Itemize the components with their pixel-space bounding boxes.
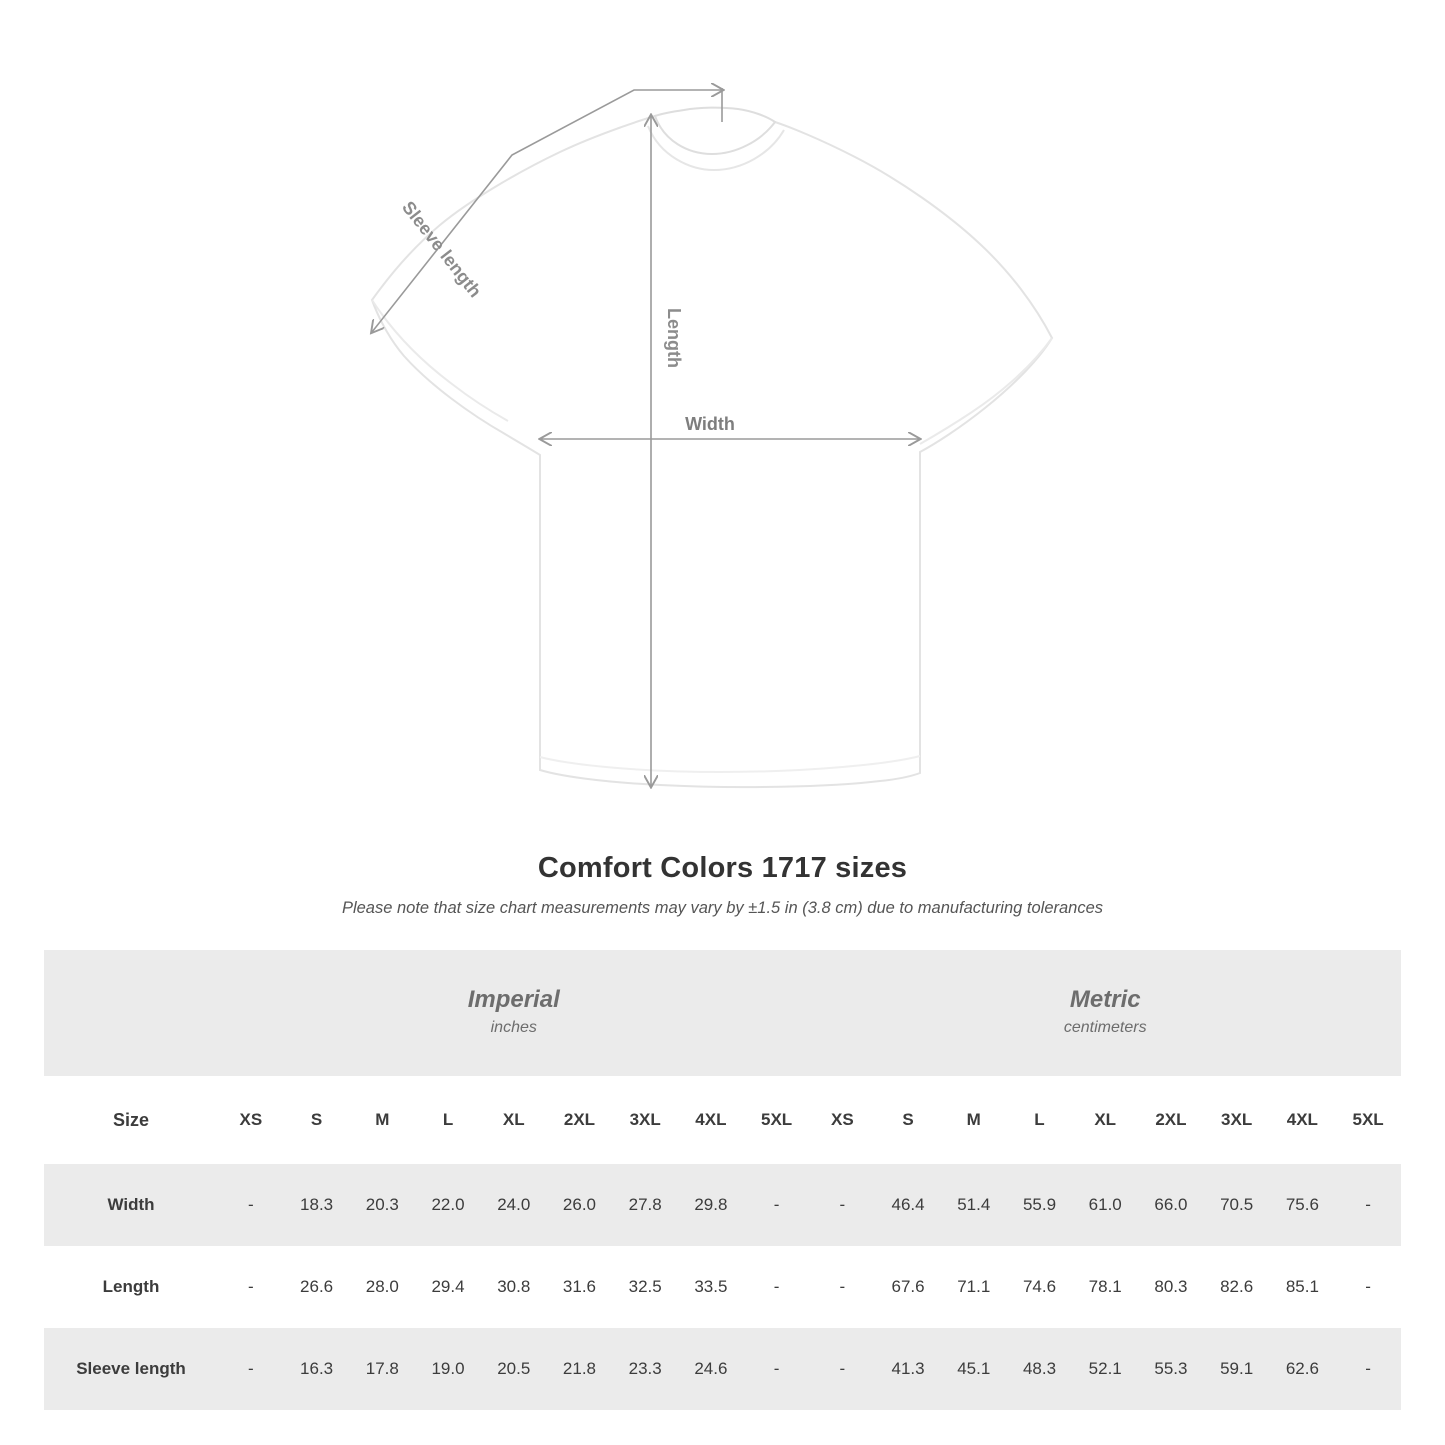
- header-imperial-4xl: 4XL: [678, 1076, 744, 1164]
- header-imperial-3xl: 3XL: [612, 1076, 678, 1164]
- sleeve-length-label: Sleeve length: [398, 197, 486, 302]
- cell-length-imperial-2xl: 31.6: [547, 1246, 613, 1328]
- header-metric-xl: XL: [1072, 1076, 1138, 1164]
- length-label: Length: [664, 308, 684, 368]
- cell-sleeve-imperial-xs: -: [218, 1328, 284, 1410]
- cell-length-metric-4xl: 85.1: [1270, 1246, 1336, 1328]
- header-size: Size: [44, 1076, 218, 1164]
- table-header-row: [44, 1076, 1401, 1164]
- table-row: [44, 1246, 1401, 1328]
- page-title: Comfort Colors 1717 sizes: [537, 852, 908, 884]
- cell-sleeve-metric-3xl: 59.1: [1204, 1328, 1270, 1410]
- cell-width-imperial-xl: 24.0: [481, 1164, 547, 1246]
- cell-sleeve-metric-2xl: 55.3: [1138, 1328, 1204, 1410]
- cell-width-imperial-xs: -: [218, 1164, 284, 1246]
- row-label-length: Length: [44, 1246, 218, 1328]
- cell-length-metric-m: 71.1: [941, 1246, 1007, 1328]
- table-row: [44, 1328, 1401, 1410]
- header-imperial-s: S: [284, 1076, 350, 1164]
- header-imperial-xl: XL: [481, 1076, 547, 1164]
- cell-width-metric-m: 51.4: [941, 1164, 1007, 1246]
- header-imperial-xs: XS: [218, 1076, 284, 1164]
- cell-width-metric-3xl: 70.5: [1204, 1164, 1270, 1246]
- cell-width-metric-xl: 61.0: [1072, 1164, 1138, 1246]
- cell-length-metric-3xl: 82.6: [1204, 1246, 1270, 1328]
- unit-imperial-cell: [218, 950, 809, 1076]
- cell-width-metric-s: 46.4: [875, 1164, 941, 1246]
- cell-sleeve-metric-l: 48.3: [1007, 1328, 1073, 1410]
- unit-band-row: [44, 950, 1401, 1076]
- cell-width-metric-2xl: 66.0: [1138, 1164, 1204, 1246]
- cell-length-imperial-l: 29.4: [415, 1246, 481, 1328]
- header-metric-5xl: 5XL: [1335, 1076, 1401, 1164]
- size-table: [44, 950, 1401, 1410]
- cell-length-metric-s: 67.6: [875, 1246, 941, 1328]
- cell-sleeve-metric-5xl: -: [1335, 1328, 1401, 1410]
- cell-width-metric-xs: -: [809, 1164, 875, 1246]
- header-imperial-2xl: 2XL: [547, 1076, 613, 1164]
- header-metric-m: M: [941, 1076, 1007, 1164]
- cell-sleeve-metric-xs: -: [809, 1328, 875, 1410]
- cell-length-metric-l: 74.6: [1007, 1246, 1073, 1328]
- header-imperial-5xl: 5XL: [744, 1076, 810, 1164]
- row-label-sleeve-length: Sleeve length: [44, 1328, 218, 1410]
- unit-metric-cell: [809, 950, 1401, 1076]
- cell-length-imperial-m: 28.0: [349, 1246, 415, 1328]
- cell-length-imperial-xs: -: [218, 1246, 284, 1328]
- header-metric-l: L: [1007, 1076, 1073, 1164]
- width-label: Width: [685, 414, 735, 434]
- header-metric-2xl: 2XL: [1138, 1076, 1204, 1164]
- header-imperial-m: M: [349, 1076, 415, 1164]
- tolerance-note: Please note that size chart measurements may vary by ±1.5 in (3.8 cm) due to manufacturing tolerances: [341, 899, 1104, 917]
- header-metric-s: S: [875, 1076, 941, 1164]
- tshirt-shape: [372, 108, 1052, 787]
- unit-metric-sub: centimeters: [1063, 1019, 1147, 1037]
- header-metric-3xl: 3XL: [1204, 1076, 1270, 1164]
- cell-length-imperial-s: 26.6: [284, 1246, 350, 1328]
- cell-width-imperial-4xl: 29.8: [678, 1164, 744, 1246]
- cell-sleeve-imperial-s: 16.3: [284, 1328, 350, 1410]
- cell-width-imperial-3xl: 27.8: [612, 1164, 678, 1246]
- header-metric-xs: XS: [809, 1076, 875, 1164]
- row-label-width: Width: [44, 1164, 218, 1246]
- cell-length-metric-5xl: -: [1335, 1246, 1401, 1328]
- cell-sleeve-metric-s: 41.3: [875, 1328, 941, 1410]
- cell-width-imperial-5xl: -: [744, 1164, 810, 1246]
- cell-sleeve-imperial-3xl: 23.3: [612, 1328, 678, 1410]
- table-row: [44, 1164, 1401, 1246]
- header-imperial-l: L: [415, 1076, 481, 1164]
- cell-length-metric-xs: -: [809, 1246, 875, 1328]
- cell-sleeve-metric-4xl: 62.6: [1270, 1328, 1336, 1410]
- cell-sleeve-imperial-l: 19.0: [415, 1328, 481, 1410]
- cell-sleeve-imperial-2xl: 21.8: [547, 1328, 613, 1410]
- cell-length-imperial-5xl: -: [744, 1246, 810, 1328]
- cell-length-metric-xl: 78.1: [1072, 1246, 1138, 1328]
- cell-sleeve-imperial-m: 17.8: [349, 1328, 415, 1410]
- unit-band-spacer: [44, 950, 218, 1076]
- size-table-wrapper: [0, 950, 1445, 1410]
- cell-length-metric-2xl: 80.3: [1138, 1246, 1204, 1328]
- cell-length-imperial-4xl: 33.5: [678, 1246, 744, 1328]
- cell-sleeve-imperial-xl: 20.5: [481, 1328, 547, 1410]
- header-metric-4xl: 4XL: [1270, 1076, 1336, 1164]
- cell-width-imperial-s: 18.3: [284, 1164, 350, 1246]
- cell-width-metric-5xl: -: [1335, 1164, 1401, 1246]
- unit-imperial-sub: inches: [490, 1019, 537, 1037]
- unit-imperial-name: Imperial: [467, 986, 560, 1014]
- cell-sleeve-imperial-5xl: -: [744, 1328, 810, 1410]
- cell-width-imperial-l: 22.0: [415, 1164, 481, 1246]
- cell-width-imperial-2xl: 26.0: [547, 1164, 613, 1246]
- cell-width-imperial-m: 20.3: [349, 1164, 415, 1246]
- cell-length-imperial-xl: 30.8: [481, 1246, 547, 1328]
- cell-width-metric-4xl: 75.6: [1270, 1164, 1336, 1246]
- cell-width-metric-l: 55.9: [1007, 1164, 1073, 1246]
- cell-sleeve-metric-xl: 52.1: [1072, 1328, 1138, 1410]
- cell-sleeve-imperial-4xl: 24.6: [678, 1328, 744, 1410]
- cell-length-imperial-3xl: 32.5: [612, 1246, 678, 1328]
- unit-metric-name: Metric: [1069, 986, 1141, 1014]
- cell-sleeve-metric-m: 45.1: [941, 1328, 1007, 1410]
